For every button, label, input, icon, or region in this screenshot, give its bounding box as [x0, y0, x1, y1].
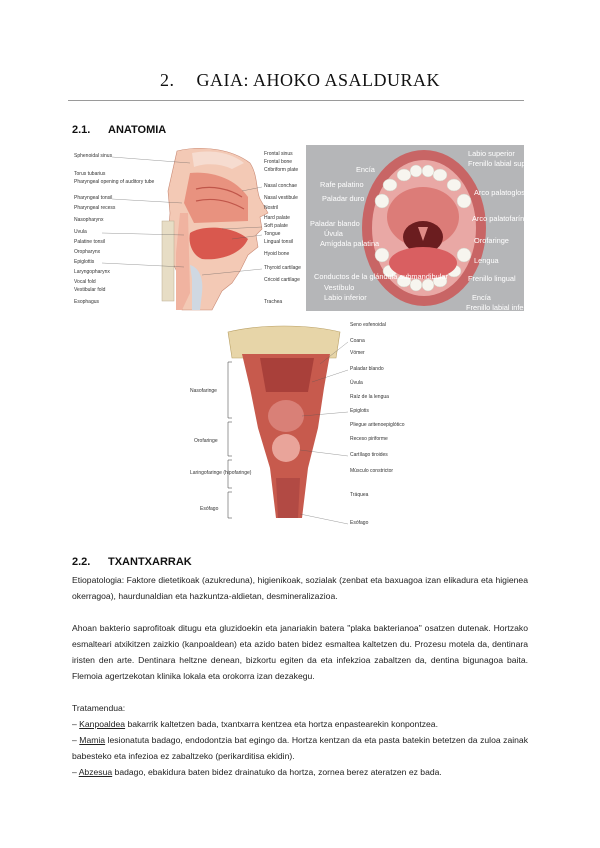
sagittal-label: Thyroid cartilage: [264, 265, 301, 271]
sagittal-label: Tongue: [264, 231, 281, 237]
oral-label: Úvula: [324, 229, 343, 238]
sagittal-label: Hard palate: [264, 215, 290, 221]
sagittal-label: Epiglottis: [74, 259, 95, 265]
oral-label: Frenillo labial inferior: [466, 303, 535, 312]
pharynx-label: Cartílago tiroides: [350, 452, 388, 458]
region-label: Orofaringe: [194, 438, 218, 444]
pharynx-label: Úvula: [350, 380, 363, 386]
oral-label: Rafe palatino: [320, 180, 364, 189]
treatment-title: Tratamendua:: [72, 703, 126, 713]
section-number: 2.2.: [72, 556, 91, 568]
sagittal-label: Pharyngeal opening of auditory tube: [74, 179, 155, 185]
figure-sagittal-section: [72, 143, 300, 310]
oral-label: Encía: [356, 165, 375, 174]
oral-label: Lengua: [474, 256, 499, 265]
sagittal-label: Soft palate: [264, 223, 288, 229]
pharynx-label: Paladar blando: [350, 366, 384, 372]
pharynx-label: Coana: [350, 338, 365, 344]
sagittal-label: Torus tubarius: [74, 171, 106, 177]
sagittal-label: Laryngopharynx: [74, 269, 110, 275]
section-title: ANATOMIA: [108, 124, 167, 136]
section-heading-anatomia: [72, 124, 166, 136]
section-body: [72, 572, 528, 780]
paragraph-plaka: Ahoan bakterio saprofitoak ditugu eta gluzidoekin eta janariakin batera "plaka bakterianoa" osatzen dutenak. Hortzako esmalteari atxikitzen zaizkio (kanpoaldean) eta azido baten bidez esmaltea kaltetzen du. Prozesu motela da, dentinara iristen den arte. Dentinara heltzne denean, bizkortu egiten da eta infekzioa zabaltzen da, dentina bigunagoa baita. Flemoia agertzekotan klinika lokala eta orokorra izan dezakegu.: [72, 623, 528, 681]
sagittal-label: Sphenoidal sinus: [74, 153, 113, 159]
section-heading-txantxarrak: [72, 556, 192, 568]
oral-label: Arco palatogloso: [474, 188, 530, 197]
oral-label: Frenillo lingual: [468, 274, 516, 283]
treatment-item: – Kanpoaldea bakarrik kaltetzen bada, txantxarra kentzea eta hortza enpastearekin konpontzea.: [72, 719, 438, 729]
sagittal-label: Palatine tonsil: [74, 239, 106, 245]
region-label: Nasofaringe: [190, 388, 217, 394]
chapter-number: 2.: [159, 70, 175, 90]
sagittal-label: Oropharynx: [74, 249, 101, 255]
sagittal-label: Trachea: [264, 299, 283, 305]
treatment-term: Kanpoaldea: [79, 719, 126, 729]
figure-pharynx-posterior: [190, 318, 420, 536]
region-label: Esófago: [200, 506, 219, 512]
sagittal-label: Frontal sinus: [264, 151, 293, 157]
figure-oral-cavity: [306, 145, 541, 312]
pharynx-label: Músculo constrictor: [350, 468, 394, 474]
page-title: [0, 70, 600, 91]
pharynx-label: Raíz de la lengua: [350, 394, 389, 400]
sagittal-label: Vestibular fold: [74, 287, 106, 293]
paragraph-etiopatologia: Etiopatologia: Faktore dietetikoak (azukreduna), higienikoak, sozialak (zenbat eta baxuagoa izan elikadura eta higienea okerragoa), haurdunaldian eta hazkuntza-aldietan, desmineralizazioa.: [72, 575, 528, 601]
oral-label: Amígdala palatina: [320, 239, 380, 248]
title-divider: [68, 100, 524, 101]
treatment-term: Abzesua: [78, 767, 113, 777]
oral-label: Conductos de la glándula submandibular: [314, 272, 448, 281]
oral-label: Vestíbulo: [324, 283, 355, 292]
section-number: 2.1.: [72, 124, 91, 136]
oral-label: Paladar blando: [310, 219, 360, 228]
sagittal-label: Nostril: [264, 205, 279, 211]
pharynx-label: Epiglotis: [350, 408, 369, 414]
pharynx-label: Tráquea: [350, 492, 369, 498]
sagittal-label: Uvula: [74, 229, 87, 235]
oral-label: Encía: [472, 293, 491, 302]
sagittal-label: Esophagus: [74, 299, 100, 305]
sagittal-label: Nasal vestibule: [264, 195, 298, 201]
sagittal-label: Hyoid bone: [264, 251, 290, 257]
oral-label: Paladar duro: [322, 194, 365, 203]
sagittal-label: Vocal fold: [74, 279, 96, 285]
pharynx-label: Esófago: [350, 520, 369, 526]
sagittal-label: Cribriform plate: [264, 167, 299, 173]
oral-label: Frenillo labial superior: [468, 159, 541, 168]
oral-label: Labio inferior: [324, 293, 367, 302]
chapter-title: GAIA: AHOKO ASALDURAK: [196, 70, 440, 90]
section-title: TXANTXARRAK: [108, 556, 192, 568]
sagittal-label: Nasopharynx: [74, 217, 104, 223]
treatment-item: – Mamia lesionatuta badago, endodontzia bat egingo da. Hortza kentzan da eta pasta batekin betetzen da zuloa zainak babesteko eta infezioa ez zabaltzeko (perikarditisa ekidin).: [72, 735, 528, 761]
treatment-term: Mamia: [79, 735, 106, 745]
pharynx-label: Pliegue aritenoepiglótico: [350, 422, 405, 428]
sagittal-label: Pharyngeal tonsil: [74, 195, 113, 201]
pharynx-label: Vómer: [350, 350, 365, 356]
oral-label: Orofaringe: [474, 236, 509, 245]
sagittal-label: Cricoid cartilage: [264, 277, 300, 283]
oral-label: Arco palatofaríngeo: [472, 214, 537, 223]
sagittal-label: Frontal bone: [264, 159, 293, 165]
sagittal-label: Nasal conchae: [264, 183, 298, 189]
region-label: Laringofaringe (hipofaringe): [190, 470, 252, 476]
sagittal-label: Lingual tonsil: [264, 239, 294, 245]
treatment-item: – Abzesua badago, ebakidura baten bidez drainatuko da hortza, zornea berez ateratzen ez bada.: [72, 767, 442, 777]
pharynx-label: Receso piriforme: [350, 436, 388, 442]
oral-label: Labio superior: [468, 149, 515, 158]
pharynx-label: Seno esfenoidal: [350, 322, 386, 328]
sagittal-label: Pharyngeal recess: [74, 205, 116, 211]
